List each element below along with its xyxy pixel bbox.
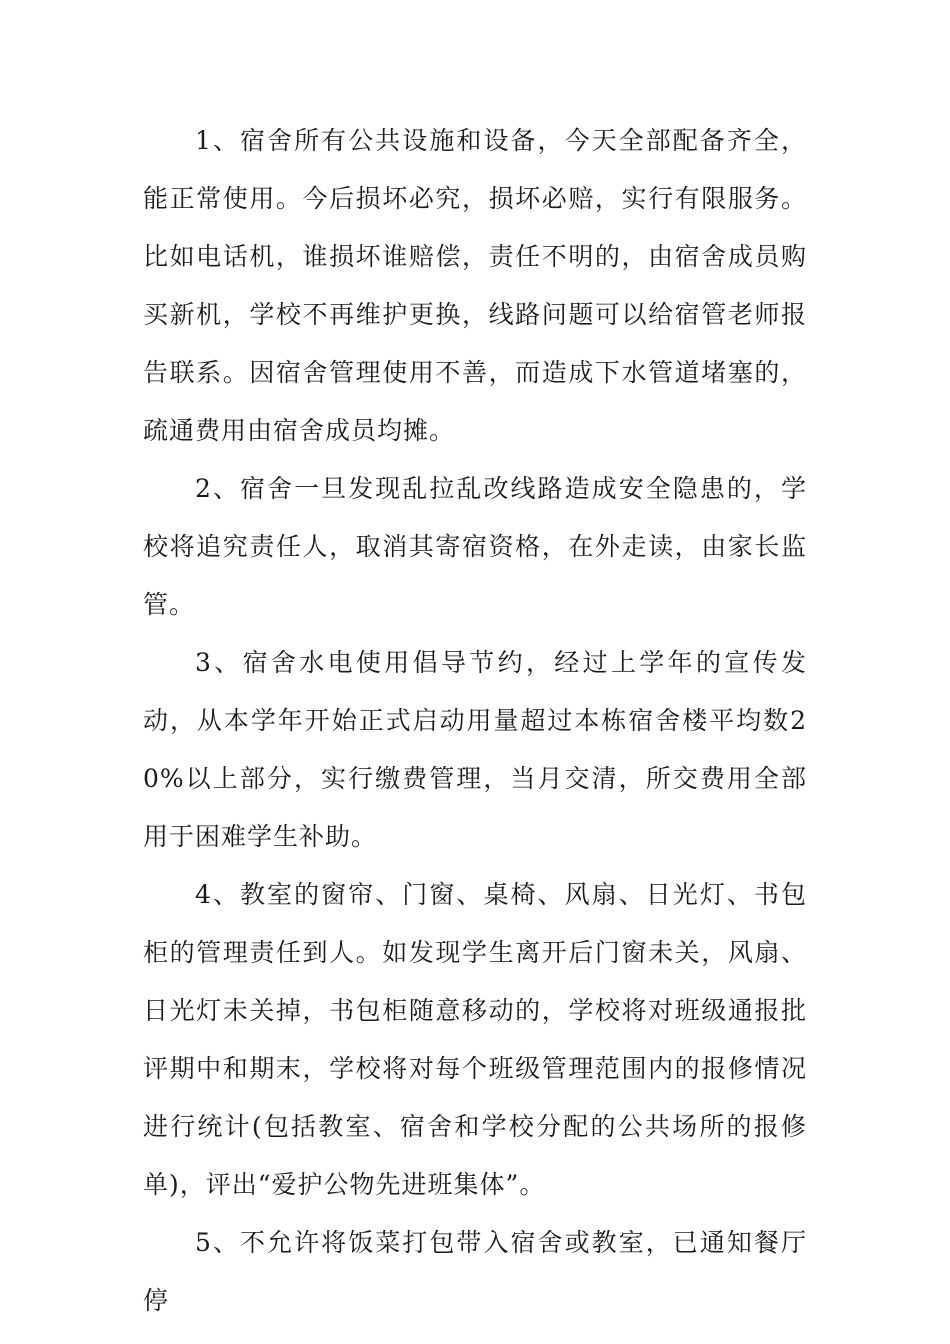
document-body xyxy=(143,112,807,1330)
paragraph-5: 5、不允许将饭菜打包带入宿舍或教室，已通知餐厅停 xyxy=(143,1228,807,1315)
paragraph-3: 3、宿舍水电使用倡导节约，经过上学年的宣传发动，从本学年开始正式启动用量超过本栋宿舍楼平均数20%以上部分，实行缴费管理，当月交清，所交费用全部用于困难学生补助。 xyxy=(143,648,807,851)
paragraph-1: 1、宿舍所有公共设施和设备，今天全部配备齐全，能正常使用。今后损坏必究，损坏必赔，实行有限服务。比如电话机，谁损坏谁赔偿，责任不明的，由宿舍成员购买新机，学校不再维护更换，线路问题可以给宿管老师报告联系。因宿舍管理使用不善，而造成下水管道堵塞的，疏通费用由宿舍成员均摊。 xyxy=(143,126,807,445)
paragraph-4: 4、教室的窗帘、门窗、桌椅、风扇、日光灯、书包柜的管理责任到人。如发现学生离开后门窗未关，风扇、日光灯未关掉，书包柜随意移动的，学校将对班级通报批评期中和期末，学校将对每个班级管理范围内的报修情况进行统计(包括教室、宿舍和学校分配的公共场所的报修单)，评出“爱护公物先进班集体”。 xyxy=(143,880,807,1199)
paragraph-2: 2、宿舍一旦发现乱拉乱改线路造成安全隐患的，学校将追究责任人，取消其寄宿资格，在外走读，由家长监管。 xyxy=(143,474,807,619)
